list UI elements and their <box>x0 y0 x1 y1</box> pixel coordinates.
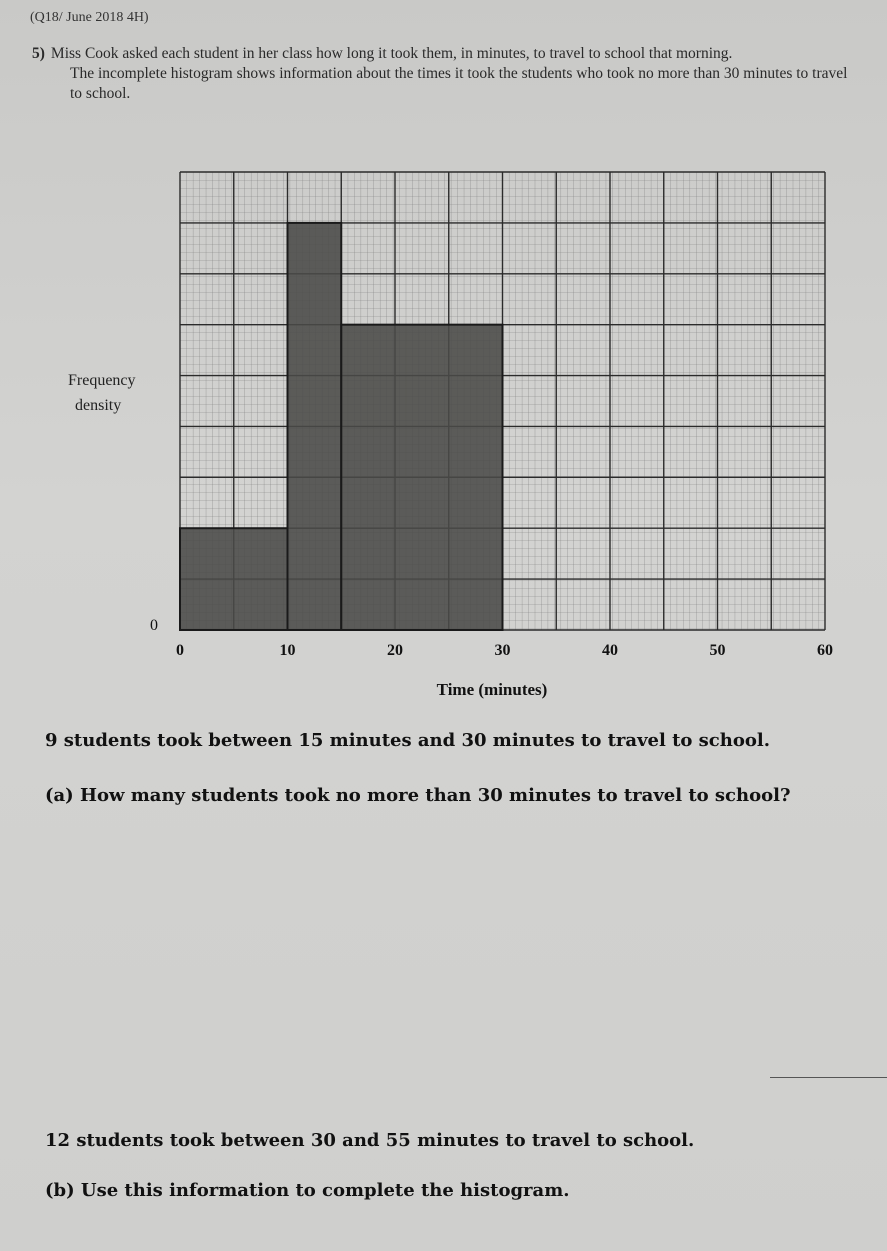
x-tick-label: 10 <box>279 642 296 659</box>
x-tick-label: 20 <box>387 642 403 659</box>
intro-text-1: Miss Cook asked each student in her class how long it took them, in minutes, to travel to school that morning. <box>50 45 733 62</box>
x-axis-label: Time (minutes) <box>436 680 548 699</box>
y-axis-label: Frequency density <box>68 372 136 414</box>
y-origin-label: 0 <box>150 617 158 634</box>
statement-2: 12 students took between 30 and 55 minutes to travel to school. <box>45 1130 695 1151</box>
x-tick-label: 40 <box>602 642 618 659</box>
x-tick-label: 0 <box>176 642 184 659</box>
histogram-bar <box>341 325 502 630</box>
histogram-bar <box>180 528 288 630</box>
part-a-question: (a) How many students took no more than 30 minutes to travel to school? <box>45 785 791 806</box>
x-tick-label: 60 <box>817 642 833 659</box>
intro-text-2: The incomplete histogram shows information about the times it took the students who took no more than 30 minutes to travel to school. <box>70 65 848 102</box>
question-number: 5) <box>32 45 45 62</box>
statement-1: 9 students took between 15 minutes and 30 minutes to travel to school. <box>45 730 770 751</box>
x-tick-label: 50 <box>709 642 726 659</box>
x-tick-label: 30 <box>494 642 511 659</box>
histogram-bar <box>288 223 342 630</box>
question-source-header: (Q18/ June 2018 4H) <box>30 10 149 25</box>
histogram-chart <box>0 160 887 720</box>
part-b-question: (b) Use this information to complete the histogram. <box>45 1180 570 1201</box>
answer-line[interactable] <box>770 1077 887 1078</box>
x-axis-ticks <box>176 642 833 659</box>
question-intro <box>32 44 862 104</box>
